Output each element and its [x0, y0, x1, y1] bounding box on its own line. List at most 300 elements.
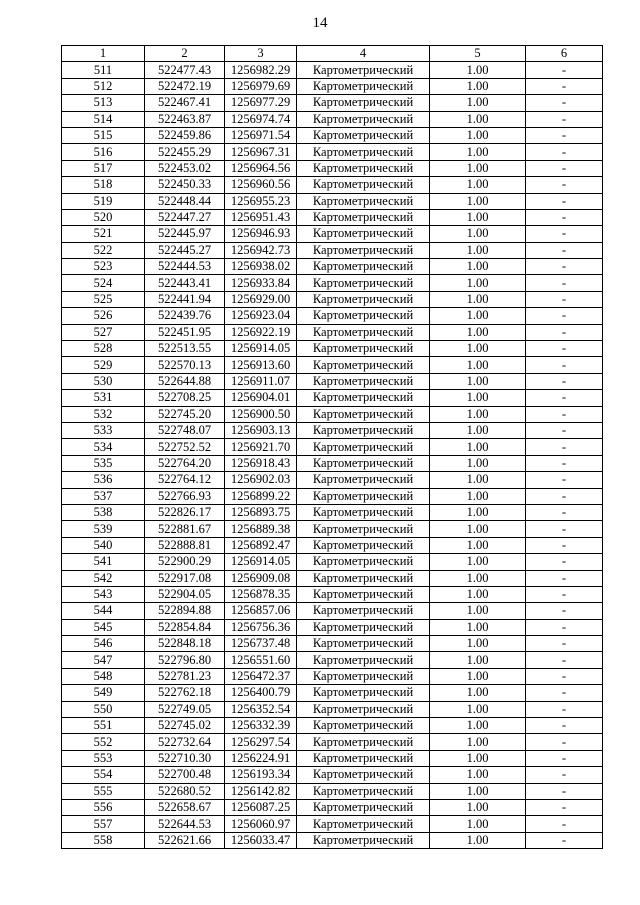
method-cell: Картометрический [297, 799, 430, 815]
point-number-cell: 520 [62, 209, 145, 225]
table-row [62, 750, 603, 766]
method-cell: Картометрический [297, 455, 430, 471]
method-cell: Картометрический [297, 488, 430, 504]
x-coordinate-cell: 522700.48 [145, 767, 225, 783]
point-number-cell: 514 [62, 111, 145, 127]
table-row [62, 685, 603, 701]
y-coordinate-cell: 1256942.73 [225, 242, 297, 258]
y-coordinate-cell: 1256974.74 [225, 111, 297, 127]
description-cell: - [526, 701, 603, 717]
method-cell: Картометрический [297, 390, 430, 406]
x-coordinate-cell: 522764.12 [145, 472, 225, 488]
x-coordinate-cell: 522439.76 [145, 308, 225, 324]
point-number-cell: 537 [62, 488, 145, 504]
y-coordinate-cell: 1256224.91 [225, 750, 297, 766]
table-row [62, 439, 603, 455]
accuracy-cell: 1.00 [430, 636, 526, 652]
description-cell: - [526, 95, 603, 111]
point-number-cell: 538 [62, 504, 145, 520]
description-cell: - [526, 685, 603, 701]
point-number-cell: 516 [62, 144, 145, 160]
y-coordinate-cell: 1256918.43 [225, 455, 297, 471]
table-row [62, 127, 603, 143]
accuracy-cell: 1.00 [430, 750, 526, 766]
method-cell: Картометрический [297, 78, 430, 94]
point-number-cell: 513 [62, 95, 145, 111]
description-cell: - [526, 62, 603, 78]
y-coordinate-cell: 1256938.02 [225, 259, 297, 275]
accuracy-cell: 1.00 [430, 521, 526, 537]
accuracy-cell: 1.00 [430, 554, 526, 570]
point-number-cell: 551 [62, 718, 145, 734]
accuracy-cell: 1.00 [430, 816, 526, 832]
accuracy-cell: 1.00 [430, 357, 526, 373]
point-number-cell: 550 [62, 701, 145, 717]
accuracy-cell: 1.00 [430, 193, 526, 209]
point-number-cell: 555 [62, 783, 145, 799]
description-cell: - [526, 816, 603, 832]
method-cell: Картометрический [297, 275, 430, 291]
description-cell: - [526, 521, 603, 537]
method-cell: Картометрический [297, 111, 430, 127]
column-header: 5 [430, 46, 526, 62]
accuracy-cell: 1.00 [430, 685, 526, 701]
table-header-row [62, 46, 603, 62]
x-coordinate-cell: 522745.20 [145, 406, 225, 422]
y-coordinate-cell: 1256921.70 [225, 439, 297, 455]
accuracy-cell: 1.00 [430, 586, 526, 602]
method-cell: Картометрический [297, 767, 430, 783]
table-row [62, 308, 603, 324]
accuracy-cell: 1.00 [430, 718, 526, 734]
method-cell: Картометрический [297, 422, 430, 438]
x-coordinate-cell: 522680.52 [145, 783, 225, 799]
x-coordinate-cell: 522748.07 [145, 422, 225, 438]
method-cell: Картометрический [297, 308, 430, 324]
description-cell: - [526, 570, 603, 586]
x-coordinate-cell: 522644.53 [145, 816, 225, 832]
description-cell: - [526, 619, 603, 635]
y-coordinate-cell: 1256979.69 [225, 78, 297, 94]
column-header: 2 [145, 46, 225, 62]
accuracy-cell: 1.00 [430, 177, 526, 193]
description-cell: - [526, 750, 603, 766]
x-coordinate-cell: 522745.02 [145, 718, 225, 734]
description-cell: - [526, 636, 603, 652]
y-coordinate-cell: 1256857.06 [225, 603, 297, 619]
description-cell: - [526, 799, 603, 815]
x-coordinate-cell: 522848.18 [145, 636, 225, 652]
method-cell: Картометрический [297, 570, 430, 586]
description-cell: - [526, 537, 603, 553]
accuracy-cell: 1.00 [430, 603, 526, 619]
point-number-cell: 519 [62, 193, 145, 209]
description-cell: - [526, 422, 603, 438]
y-coordinate-cell: 1256892.47 [225, 537, 297, 553]
table-row [62, 718, 603, 734]
x-coordinate-cell: 522443.41 [145, 275, 225, 291]
y-coordinate-cell: 1256951.43 [225, 209, 297, 225]
accuracy-cell: 1.00 [430, 439, 526, 455]
x-coordinate-cell: 522658.67 [145, 799, 225, 815]
accuracy-cell: 1.00 [430, 111, 526, 127]
table-row [62, 242, 603, 258]
accuracy-cell: 1.00 [430, 259, 526, 275]
description-cell: - [526, 406, 603, 422]
x-coordinate-cell: 522854.84 [145, 619, 225, 635]
accuracy-cell: 1.00 [430, 78, 526, 94]
description-cell: - [526, 668, 603, 684]
column-header: 4 [297, 46, 430, 62]
method-cell: Картометрический [297, 783, 430, 799]
method-cell: Картометрический [297, 177, 430, 193]
point-number-cell: 542 [62, 570, 145, 586]
y-coordinate-cell: 1256982.29 [225, 62, 297, 78]
method-cell: Картометрический [297, 586, 430, 602]
description-cell: - [526, 603, 603, 619]
method-cell: Картометрический [297, 226, 430, 242]
x-coordinate-cell: 522732.64 [145, 734, 225, 750]
description-cell: - [526, 291, 603, 307]
point-number-cell: 541 [62, 554, 145, 570]
y-coordinate-cell: 1256900.50 [225, 406, 297, 422]
y-coordinate-cell: 1256903.13 [225, 422, 297, 438]
description-cell: - [526, 111, 603, 127]
x-coordinate-cell: 522708.25 [145, 390, 225, 406]
y-coordinate-cell: 1256297.54 [225, 734, 297, 750]
accuracy-cell: 1.00 [430, 291, 526, 307]
method-cell: Картометрический [297, 259, 430, 275]
method-cell: Картометрический [297, 636, 430, 652]
accuracy-cell: 1.00 [430, 406, 526, 422]
x-coordinate-cell: 522621.66 [145, 832, 225, 848]
description-cell: - [526, 209, 603, 225]
x-coordinate-cell: 522445.27 [145, 242, 225, 258]
point-number-cell: 523 [62, 259, 145, 275]
table-row [62, 832, 603, 848]
method-cell: Картометрический [297, 144, 430, 160]
description-cell: - [526, 488, 603, 504]
method-cell: Картометрический [297, 324, 430, 340]
x-coordinate-cell: 522762.18 [145, 685, 225, 701]
x-coordinate-cell: 522455.29 [145, 144, 225, 160]
description-cell: - [526, 586, 603, 602]
x-coordinate-cell: 522917.08 [145, 570, 225, 586]
y-coordinate-cell: 1256551.60 [225, 652, 297, 668]
table-row [62, 160, 603, 176]
table-row [62, 521, 603, 537]
point-number-cell: 547 [62, 652, 145, 668]
table-row [62, 177, 603, 193]
column-header: 6 [526, 46, 603, 62]
description-cell: - [526, 767, 603, 783]
point-number-cell: 553 [62, 750, 145, 766]
accuracy-cell: 1.00 [430, 390, 526, 406]
accuracy-cell: 1.00 [430, 504, 526, 520]
point-number-cell: 515 [62, 127, 145, 143]
method-cell: Картометрический [297, 619, 430, 635]
accuracy-cell: 1.00 [430, 62, 526, 78]
table-row [62, 799, 603, 815]
accuracy-cell: 1.00 [430, 373, 526, 389]
y-coordinate-cell: 1256914.05 [225, 554, 297, 570]
accuracy-cell: 1.00 [430, 570, 526, 586]
table-row [62, 226, 603, 242]
description-cell: - [526, 160, 603, 176]
y-coordinate-cell: 1256893.75 [225, 504, 297, 520]
y-coordinate-cell: 1256909.08 [225, 570, 297, 586]
x-coordinate-cell: 522445.97 [145, 226, 225, 242]
method-cell: Картометрический [297, 652, 430, 668]
description-cell: - [526, 455, 603, 471]
x-coordinate-cell: 522448.44 [145, 193, 225, 209]
accuracy-cell: 1.00 [430, 799, 526, 815]
y-coordinate-cell: 1256929.00 [225, 291, 297, 307]
method-cell: Картометрический [297, 95, 430, 111]
table-row [62, 652, 603, 668]
description-cell: - [526, 127, 603, 143]
description-cell: - [526, 259, 603, 275]
method-cell: Картометрический [297, 718, 430, 734]
point-number-cell: 518 [62, 177, 145, 193]
table-row [62, 78, 603, 94]
x-coordinate-cell: 522644.88 [145, 373, 225, 389]
y-coordinate-cell: 1256889.38 [225, 521, 297, 537]
table-row [62, 357, 603, 373]
point-number-cell: 549 [62, 685, 145, 701]
y-coordinate-cell: 1256911.07 [225, 373, 297, 389]
x-coordinate-cell: 522467.41 [145, 95, 225, 111]
method-cell: Картометрический [297, 160, 430, 176]
method-cell: Картометрический [297, 734, 430, 750]
x-coordinate-cell: 522459.86 [145, 127, 225, 143]
table-row [62, 111, 603, 127]
description-cell: - [526, 144, 603, 160]
accuracy-cell: 1.00 [430, 652, 526, 668]
accuracy-cell: 1.00 [430, 668, 526, 684]
point-number-cell: 511 [62, 62, 145, 78]
accuracy-cell: 1.00 [430, 422, 526, 438]
point-number-cell: 531 [62, 390, 145, 406]
x-coordinate-cell: 522900.29 [145, 554, 225, 570]
table-row [62, 406, 603, 422]
x-coordinate-cell: 522781.23 [145, 668, 225, 684]
accuracy-cell: 1.00 [430, 783, 526, 799]
description-cell: - [526, 341, 603, 357]
point-number-cell: 524 [62, 275, 145, 291]
table-row [62, 259, 603, 275]
method-cell: Картометрический [297, 472, 430, 488]
method-cell: Картометрический [297, 521, 430, 537]
table-row [62, 373, 603, 389]
method-cell: Картометрический [297, 193, 430, 209]
x-coordinate-cell: 522447.27 [145, 209, 225, 225]
x-coordinate-cell: 522826.17 [145, 504, 225, 520]
x-coordinate-cell: 522752.52 [145, 439, 225, 455]
accuracy-cell: 1.00 [430, 734, 526, 750]
description-cell: - [526, 357, 603, 373]
method-cell: Картометрический [297, 62, 430, 78]
point-number-cell: 535 [62, 455, 145, 471]
accuracy-cell: 1.00 [430, 324, 526, 340]
accuracy-cell: 1.00 [430, 455, 526, 471]
y-coordinate-cell: 1256913.60 [225, 357, 297, 373]
y-coordinate-cell: 1256914.05 [225, 341, 297, 357]
y-coordinate-cell: 1256332.39 [225, 718, 297, 734]
x-coordinate-cell: 522453.02 [145, 160, 225, 176]
table-row [62, 62, 603, 78]
table-row [62, 783, 603, 799]
x-coordinate-cell: 522764.20 [145, 455, 225, 471]
page-number: 14 [312, 15, 328, 31]
accuracy-cell: 1.00 [430, 488, 526, 504]
table-row [62, 537, 603, 553]
y-coordinate-cell: 1256400.79 [225, 685, 297, 701]
description-cell: - [526, 242, 603, 258]
description-cell: - [526, 177, 603, 193]
y-coordinate-cell: 1256933.84 [225, 275, 297, 291]
table-row [62, 668, 603, 684]
method-cell: Картометрический [297, 439, 430, 455]
point-number-cell: 536 [62, 472, 145, 488]
accuracy-cell: 1.00 [430, 472, 526, 488]
description-cell: - [526, 226, 603, 242]
point-number-cell: 558 [62, 832, 145, 848]
table-row [62, 554, 603, 570]
point-number-cell: 554 [62, 767, 145, 783]
accuracy-cell: 1.00 [430, 127, 526, 143]
accuracy-cell: 1.00 [430, 275, 526, 291]
accuracy-cell: 1.00 [430, 209, 526, 225]
point-number-cell: 526 [62, 308, 145, 324]
accuracy-cell: 1.00 [430, 767, 526, 783]
x-coordinate-cell: 522444.53 [145, 259, 225, 275]
table-row [62, 144, 603, 160]
description-cell: - [526, 373, 603, 389]
y-coordinate-cell: 1256060.97 [225, 816, 297, 832]
y-coordinate-cell: 1256352.54 [225, 701, 297, 717]
accuracy-cell: 1.00 [430, 832, 526, 848]
method-cell: Картометрический [297, 127, 430, 143]
table-row [62, 619, 603, 635]
y-coordinate-cell: 1256033.47 [225, 832, 297, 848]
point-number-cell: 540 [62, 537, 145, 553]
y-coordinate-cell: 1256922.19 [225, 324, 297, 340]
table-row [62, 472, 603, 488]
point-number-cell: 517 [62, 160, 145, 176]
accuracy-cell: 1.00 [430, 308, 526, 324]
description-cell: - [526, 504, 603, 520]
table-row [62, 504, 603, 520]
table-row [62, 701, 603, 717]
point-number-cell: 533 [62, 422, 145, 438]
table-row [62, 636, 603, 652]
y-coordinate-cell: 1256904.01 [225, 390, 297, 406]
point-number-cell: 528 [62, 341, 145, 357]
point-number-cell: 552 [62, 734, 145, 750]
method-cell: Картометрический [297, 816, 430, 832]
description-cell: - [526, 324, 603, 340]
y-coordinate-cell: 1256946.93 [225, 226, 297, 242]
x-coordinate-cell: 522796.80 [145, 652, 225, 668]
x-coordinate-cell: 522441.94 [145, 291, 225, 307]
description-cell: - [526, 439, 603, 455]
table-row [62, 341, 603, 357]
column-header: 3 [225, 46, 297, 62]
description-cell: - [526, 718, 603, 734]
x-coordinate-cell: 522570.13 [145, 357, 225, 373]
table-row [62, 734, 603, 750]
method-cell: Картометрический [297, 291, 430, 307]
x-coordinate-cell: 522894.88 [145, 603, 225, 619]
table-row [62, 209, 603, 225]
description-cell: - [526, 390, 603, 406]
column-header: 1 [62, 46, 145, 62]
y-coordinate-cell: 1256472.37 [225, 668, 297, 684]
method-cell: Картометрический [297, 504, 430, 520]
y-coordinate-cell: 1256087.25 [225, 799, 297, 815]
y-coordinate-cell: 1256899.22 [225, 488, 297, 504]
description-cell: - [526, 554, 603, 570]
accuracy-cell: 1.00 [430, 701, 526, 717]
y-coordinate-cell: 1256923.04 [225, 308, 297, 324]
description-cell: - [526, 193, 603, 209]
method-cell: Картометрический [297, 341, 430, 357]
y-coordinate-cell: 1256902.03 [225, 472, 297, 488]
point-number-cell: 529 [62, 357, 145, 373]
point-number-cell: 543 [62, 586, 145, 602]
method-cell: Картометрический [297, 373, 430, 389]
point-number-cell: 539 [62, 521, 145, 537]
table-row [62, 816, 603, 832]
method-cell: Картометрический [297, 750, 430, 766]
x-coordinate-cell: 522749.05 [145, 701, 225, 717]
table-row [62, 603, 603, 619]
table-row [62, 455, 603, 471]
x-coordinate-cell: 522513.55 [145, 341, 225, 357]
point-number-cell: 525 [62, 291, 145, 307]
y-coordinate-cell: 1256977.29 [225, 95, 297, 111]
accuracy-cell: 1.00 [430, 160, 526, 176]
table-row [62, 390, 603, 406]
method-cell: Картометрический [297, 209, 430, 225]
table-row [62, 193, 603, 209]
table-row [62, 488, 603, 504]
description-cell: - [526, 832, 603, 848]
x-coordinate-cell: 522710.30 [145, 750, 225, 766]
point-number-cell: 557 [62, 816, 145, 832]
method-cell: Картометрический [297, 554, 430, 570]
point-number-cell: 532 [62, 406, 145, 422]
table-row [62, 275, 603, 291]
table-row [62, 570, 603, 586]
point-number-cell: 546 [62, 636, 145, 652]
table-row [62, 767, 603, 783]
y-coordinate-cell: 1256193.34 [225, 767, 297, 783]
description-cell: - [526, 734, 603, 750]
accuracy-cell: 1.00 [430, 226, 526, 242]
x-coordinate-cell: 522463.87 [145, 111, 225, 127]
y-coordinate-cell: 1256960.56 [225, 177, 297, 193]
method-cell: Картометрический [297, 603, 430, 619]
table-row [62, 291, 603, 307]
method-cell: Картометрический [297, 242, 430, 258]
table-row [62, 422, 603, 438]
method-cell: Картометрический [297, 406, 430, 422]
y-coordinate-cell: 1256142.82 [225, 783, 297, 799]
x-coordinate-cell: 522472.19 [145, 78, 225, 94]
table-row [62, 324, 603, 340]
